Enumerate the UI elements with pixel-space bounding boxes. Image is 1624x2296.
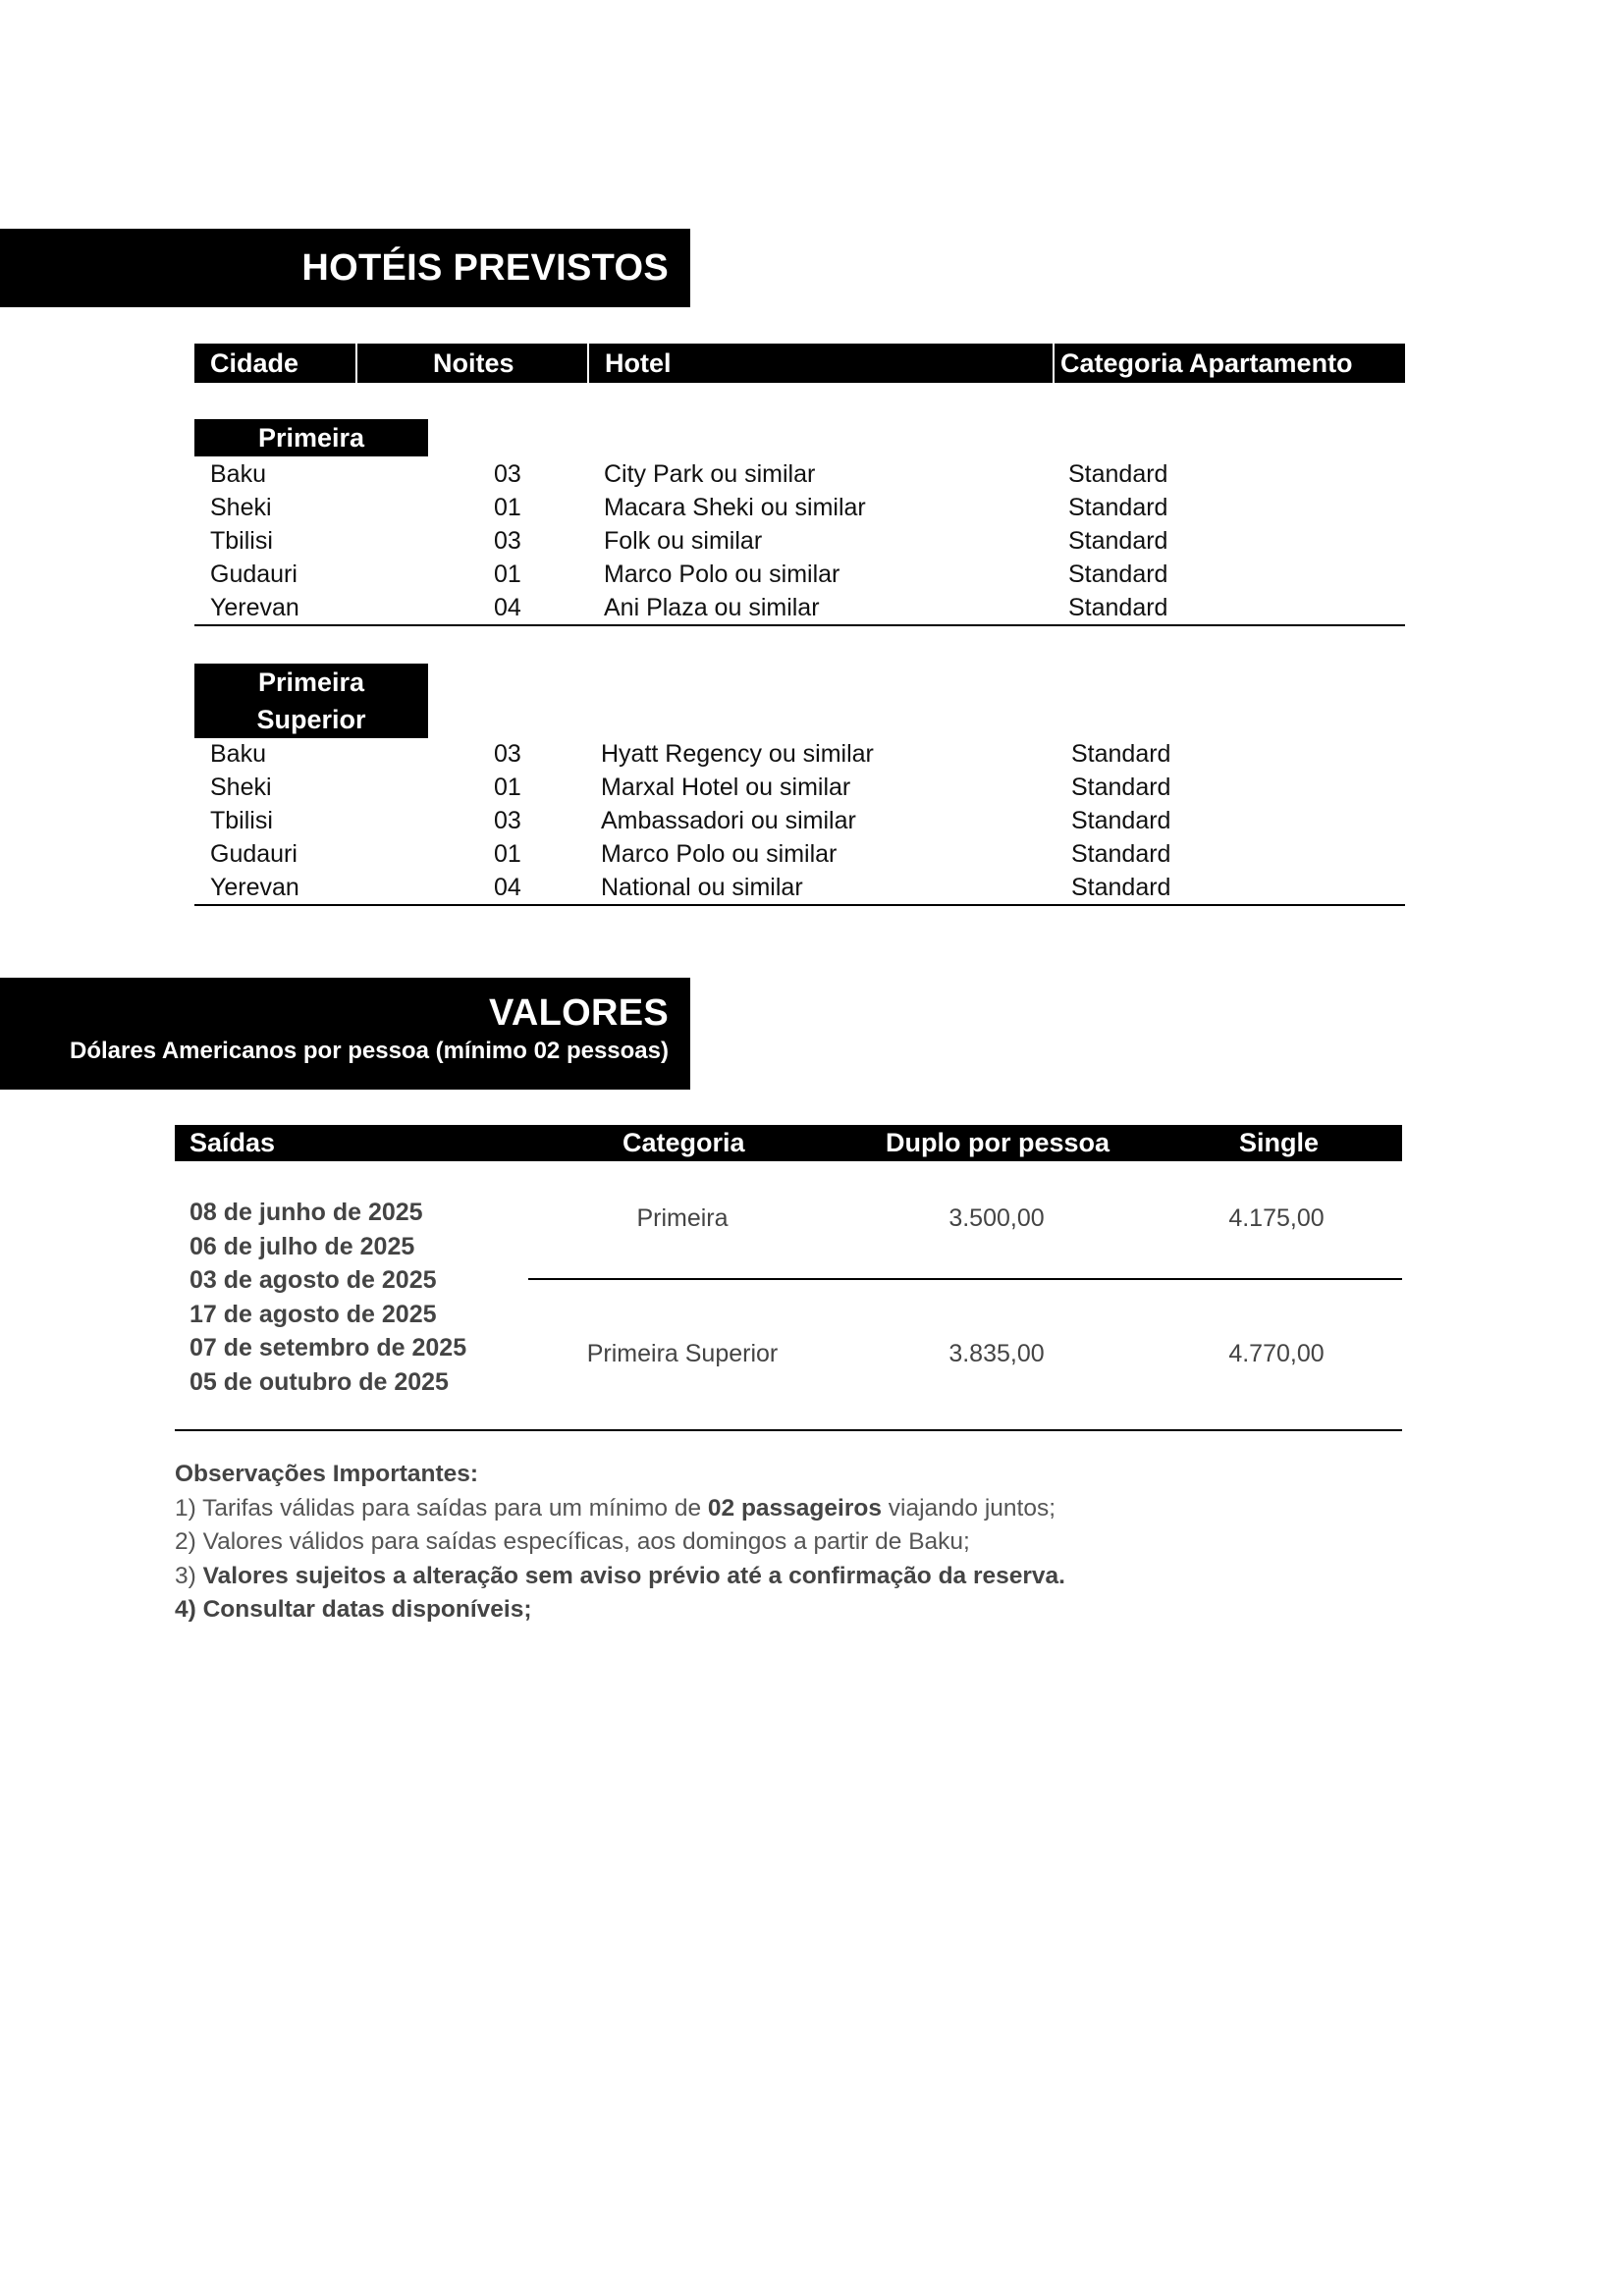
row-hotel: Marxal Hotel ou similar	[601, 774, 851, 801]
hotel-row	[194, 737, 1405, 771]
category-label-primeira: Primeira	[194, 419, 428, 456]
row-hotel: Hyatt Regency ou similar	[601, 740, 874, 768]
price-double: 3.835,00	[948, 1340, 1045, 1367]
row-hotel: Ambassadori ou similar	[601, 807, 856, 834]
row-nights: 01	[494, 840, 521, 868]
row-hotel: Marco Polo ou similar	[604, 561, 840, 588]
row-category: Standard	[1068, 460, 1168, 488]
row-nights: 03	[494, 740, 521, 768]
hotel-row	[194, 457, 1405, 491]
row-city: Baku	[210, 740, 266, 768]
group-divider	[194, 624, 1405, 626]
note-3: 3) Valores sujeitos a alteração sem aviso prévio até a confirmação da reserva.	[175, 1562, 1065, 1589]
prices-table-bottom-rule	[175, 1429, 1402, 1431]
row-nights: 03	[494, 807, 521, 834]
departure-date: 06 de julho de 2025	[189, 1232, 415, 1260]
header-divider	[587, 344, 589, 383]
departure-dates	[189, 1196, 466, 1399]
note-2: 2) Valores válidos para saídas específicas, aos domingos a partir de Baku;	[175, 1528, 970, 1555]
hotel-row	[194, 837, 1405, 871]
departure-date: 05 de outubro de 2025	[189, 1367, 449, 1396]
departure-date: 08 de junho de 2025	[189, 1199, 423, 1226]
header-category: Categoria Apartamento	[1060, 348, 1353, 378]
header-city: Cidade	[210, 348, 299, 378]
row-city: Gudauri	[210, 561, 298, 588]
row-city: Yerevan	[210, 594, 299, 621]
hotels-banner-title: HOTÉIS PREVISTOS	[301, 247, 669, 289]
group-divider	[194, 904, 1405, 906]
row-city: Sheki	[210, 774, 272, 801]
row-category: Standard	[1068, 494, 1168, 521]
price-double: 3.500,00	[948, 1204, 1045, 1232]
row-city: Sheki	[210, 494, 272, 521]
values-banner-title: VALORES	[489, 992, 669, 1034]
category-label-primeira-superior: Primeira Superior	[194, 664, 428, 738]
row-hotel: National ou similar	[601, 874, 803, 901]
important-notes	[175, 1458, 1065, 1628]
header-double: Duplo por pessoa	[886, 1128, 1110, 1157]
row-nights: 03	[494, 527, 521, 555]
row-category: Standard	[1068, 527, 1168, 555]
row-hotel: City Park ou similar	[604, 460, 816, 488]
values-banner	[0, 978, 690, 1090]
departure-date: 17 de agosto de 2025	[189, 1300, 437, 1328]
price-category: Primeira	[636, 1204, 729, 1232]
departure-date: 07 de setembro de 2025	[189, 1334, 467, 1362]
header-divider	[355, 344, 357, 383]
prices-table-header	[175, 1125, 1402, 1161]
row-nights: 04	[494, 874, 521, 901]
hotel-row	[194, 558, 1405, 591]
hotels-table-header	[194, 344, 1405, 383]
row-category: Standard	[1071, 874, 1171, 901]
row-category: Standard	[1071, 774, 1171, 801]
hotel-row	[194, 771, 1405, 804]
hotel-row	[194, 491, 1405, 524]
row-city: Baku	[210, 460, 266, 488]
price-category: Primeira Superior	[586, 1340, 779, 1367]
header-divider	[1053, 344, 1055, 383]
row-category: Standard	[1068, 561, 1168, 588]
departure-date: 03 de agosto de 2025	[189, 1266, 437, 1294]
note-4: 4) Consultar datas disponíveis;	[175, 1596, 532, 1623]
row-nights: 01	[494, 774, 521, 801]
row-city: Tbilisi	[210, 527, 273, 555]
header-hotel: Hotel	[605, 348, 672, 378]
header-nights: Noites	[433, 348, 514, 378]
header-category: Categoria	[623, 1128, 745, 1157]
hotel-row	[194, 804, 1405, 837]
header-single: Single	[1239, 1128, 1320, 1157]
row-hotel: Ani Plaza ou similar	[604, 594, 820, 621]
row-hotel: Macara Sheki ou similar	[604, 494, 866, 521]
row-nights: 01	[494, 561, 521, 588]
hotel-row	[194, 591, 1405, 624]
note-1: 1) Tarifas válidas para saídas para um mínimo de 02 passageiros viajando juntos;	[175, 1494, 1056, 1522]
row-nights: 04	[494, 594, 521, 621]
row-city: Gudauri	[210, 840, 298, 868]
row-city: Yerevan	[210, 874, 299, 901]
row-nights: 03	[494, 460, 521, 488]
row-hotel: Folk ou similar	[604, 527, 763, 555]
values-banner-subtitle: Dólares Americanos por pessoa (mínimo 02 pessoas)	[70, 1038, 669, 1064]
price-row-divider	[528, 1278, 1402, 1280]
header-departures: Saídas	[189, 1128, 276, 1157]
row-hotel: Marco Polo ou similar	[601, 840, 838, 868]
row-nights: 01	[494, 494, 521, 521]
notes-title: Observações Importantes:	[175, 1461, 479, 1487]
price-single: 4.175,00	[1228, 1204, 1325, 1232]
row-category: Standard	[1071, 807, 1171, 834]
row-city: Tbilisi	[210, 807, 273, 834]
row-category: Standard	[1068, 594, 1168, 621]
row-category: Standard	[1071, 740, 1171, 768]
row-category: Standard	[1071, 840, 1171, 868]
hotel-row	[194, 871, 1405, 904]
hotels-banner	[0, 229, 690, 307]
price-single: 4.770,00	[1228, 1340, 1325, 1367]
hotel-row	[194, 524, 1405, 558]
